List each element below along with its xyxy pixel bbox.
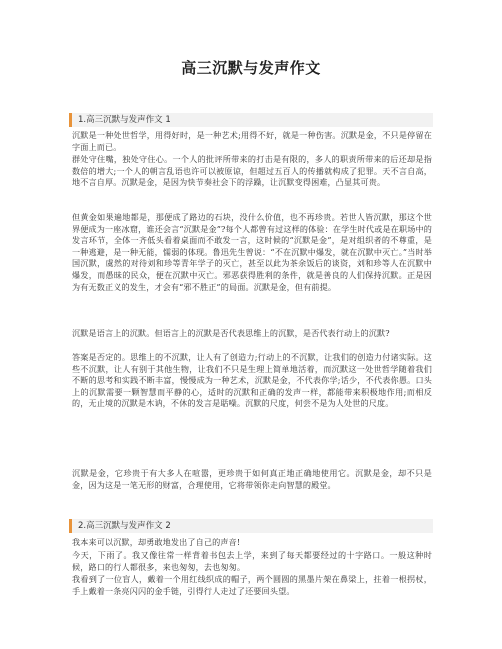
paragraph: 沉默是语言上的沉默。但语言上的沉默是否代表思维上的沉默，是否代表行动上的沉默?	[72, 328, 390, 338]
document-title: 高三沉默与发声作文	[181, 59, 321, 77]
paragraph: 今天，下雨了。我又像往常一样背着书包去上学，来到了每天都要经过的十字路口。一般这种时候，路口的行人都很多，来也匆匆，去也匆匆。	[72, 550, 432, 572]
paragraph: 我看到了一位盲人，戴着一个用红线织成的帽子，两个圆圆的黑墨片架在鼻梁上，拄着一根拐杖，手上戴着一条亮闪闪的金手链，引得行人走过了还要回头望。	[72, 574, 432, 596]
paragraph: 我本来可以沉默，却勇敢地发出了自己的声音!	[72, 537, 241, 547]
paragraph: 答案是否定的。思维上的不沉默，让人有了创造力;行动上的不沉默，让我们的创造力付诸实际。这些不沉默，让人有别于其他生物，让我们不只是生理上简单地活着，而沉默这一处世哲学随着我们不断的思考和实践不断丰富，慢慢成为一种艺术，沉默是金，不代表你学;话少，不代表你愚。口头上的沉默需要一颗智慧而平静的心，适时的沉默和正确的发声一样，都能带来积极地作用;而相反的，无止境的沉默是木讷，不休的发言是聒噪。沉默的尺度，何尝不是为人处世的尺度。	[72, 352, 432, 409]
paragraph: 但黄金如果遍地都是，那便成了路边的石块，没什么价值，也不再珍贵。若世人皆沉默，那这个世界便成为一座冰窟，谁还会言“沉默是金”?每个人都曾有过这样的体验：在学生时代或是在职场中的发言环节，全体一齐低头看着桌面而不敢发一言，这时候的“沉默是金”，是对组织者的不尊重，是一种逃避，是一种无能，懦弱的体现。鲁迅先生曾说：“不在沉默中爆发，就在沉默中灭亡。”当时举国沉默，虞然的对待刘和珍等青年学子的灭亡，甚至以此为茶余饭后的谈资，刘和珍等人在沉默中爆发，而愚昧的民众，便在沉默中灭亡。邪恶获得胜利的条件，就是善良的人们保持沉默。正是因为有无数正义的发生，才会有“邪不胜正”的局面。沉默是金，但有前提。	[72, 212, 432, 292]
paragraph: 沉默是金，它珍贵于有大多人在喧嚣，更珍贵于如何真正地正确地使用它。沉默是金，却不只是金，因为这是一笔无形的财富，合理使用，它将带领你走向智慧的殿堂。	[72, 468, 432, 490]
paragraph: 沉默是一种处世哲学，用得好时，是一种艺术;用得不好，就是一种伤害。沉默是金，不只是停留在字面上而已。	[72, 130, 432, 152]
paragraph: 群处守住嘴，独处守住心。一个人的批评所带来的打击是有限的，多人的职责所带来的后还却是指数倍的增大;一个人的朝言乱语也许可以被原谅，但超过五百人的传播就构成了犯罪。天不言自高，地不言自厚。沉默是金，是因为快节奏社会下的浮躁，让沉默变得困难，凸显其可贵。	[72, 154, 432, 188]
section-heading: 2.高三沉默与发声作文 2	[69, 519, 433, 533]
section-heading: 1.高三沉默与发声作文 1	[69, 113, 433, 127]
